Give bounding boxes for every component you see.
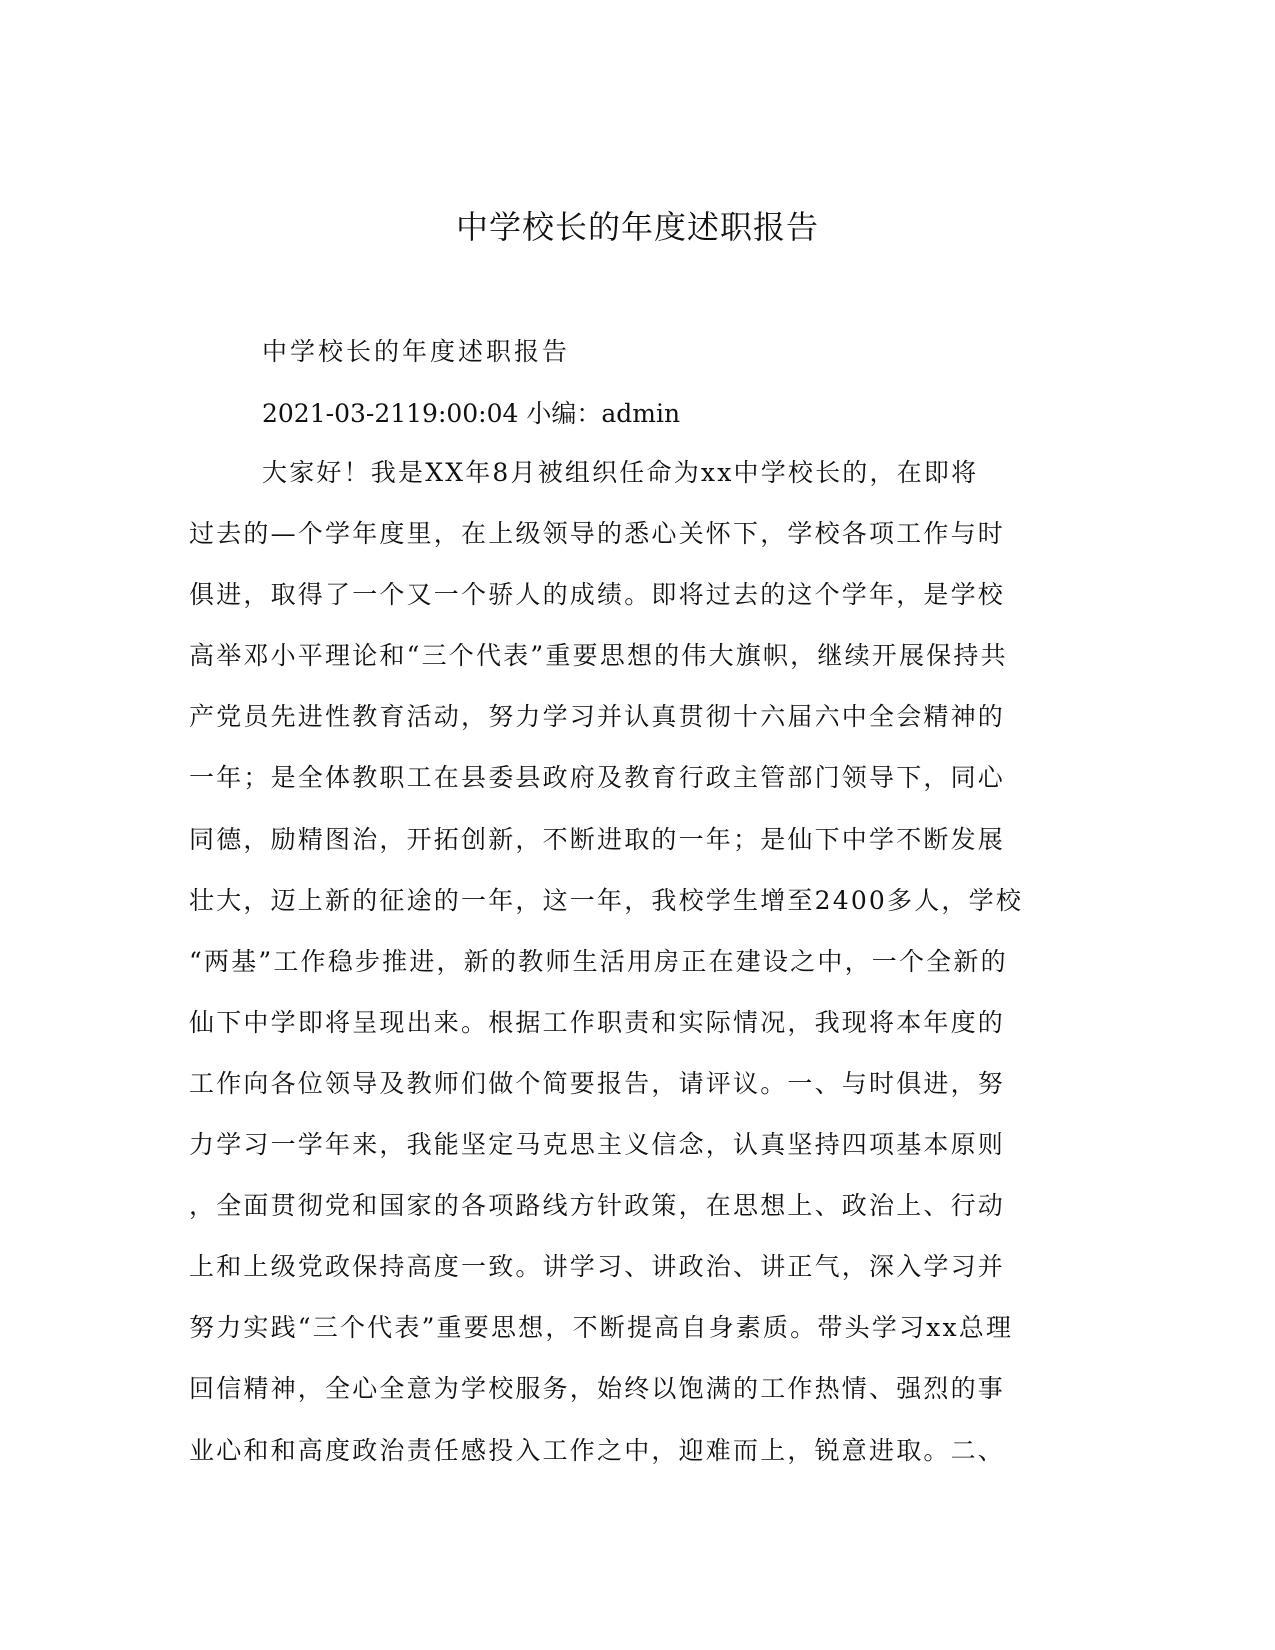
body-line: 仙下中学即将呈现出来。根据工作职责和实际情况，我现将本年度的 — [189, 1007, 1006, 1037]
body-line: 过去的—个学年度里，在上级领导的悉心关怀下，学校各项工作与时 — [189, 519, 1006, 549]
body-line: 高举邓小平理论和“三个代表”重要思想的伟大旗帜，继续开展保持共 — [189, 641, 1008, 671]
body-line: 力学习一学年来，我能坚定马克思主义信念，认真坚持四项基本原则 — [189, 1130, 1006, 1160]
body-line: 努力实践“三个代表”重要思想，不断提高自身素质。带头学习xx总理 — [189, 1313, 1014, 1343]
body-line: 产党员先进性教育活动，努力学习并认真贯彻十六届六中全会精神的 — [189, 702, 1006, 732]
body-line: “两基”工作稳步推进，新的教师生活用房正在建设之中，一个全新的 — [189, 946, 1008, 976]
document-title: 中学校长的年度述职报告 — [455, 208, 819, 246]
publish-meta: 2021-03-2119:00:04 小编：admin — [262, 399, 681, 428]
body-line: 壮大，迈上新的征途的一年，这一年，我校学生增至2400多人，学校 — [189, 885, 1024, 915]
document-body — [189, 454, 1079, 1493]
body-line: 业心和和高度政治责任感投入工作之中，迎难而上，锐意进取。二、 — [189, 1435, 1006, 1465]
body-line: 上和上级党政保持高度一致。讲学习、讲政治、讲正气，深入学习并 — [189, 1252, 1006, 1282]
body-line: ，全面贯彻党和国家的各项路线方针政策，在思想上、政治上、行动 — [189, 1191, 1006, 1221]
body-line: 同德，励精图治，开拓创新，不断进取的一年；是仙下中学不断发展 — [189, 824, 1006, 854]
body-line: 工作向各位领导及教师们做个简要报告，请评议。一、与时俱进，努 — [189, 1068, 1006, 1098]
body-line: 大家好！我是XX年8月被组织任命为xx中学校长的，在即将 — [262, 458, 979, 487]
document-subtitle: 中学校长的年度述职报告 — [262, 337, 571, 366]
body-line: 回信精神，全心全意为学校服务，始终以饱满的工作热情、强烈的事 — [189, 1374, 1006, 1404]
body-line: 俱进，取得了一个又一个骄人的成绩。即将过去的这个学年，是学校 — [189, 580, 1006, 610]
body-line: 一年；是全体教职工在县委县政府及教育行政主管部门领导下，同心 — [189, 763, 1006, 793]
